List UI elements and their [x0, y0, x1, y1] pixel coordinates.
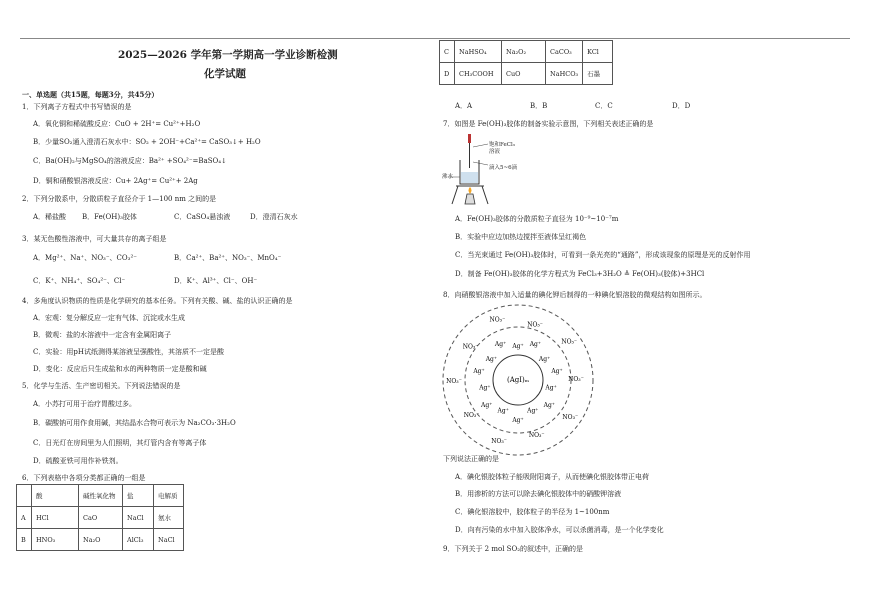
table-header-row [17, 485, 184, 507]
nitrate-ion-label: NO₃⁻ [568, 376, 584, 384]
table-cell: CuO [502, 63, 546, 85]
table-cell: HCl [32, 507, 79, 529]
ag-ion-label: Ag⁺ [485, 355, 498, 363]
q4-option-c: C．实验：用pH试纸测得某溶液呈强酸性，其溶质不一定是酸 [33, 348, 224, 356]
q8-stem: 8．向硝酸银溶液中加入适量的碘化钾后制得的一种碘化银溶胶的微观结构如图所示。 [443, 291, 707, 299]
q4-option-a: A．宏观：复分解反应一定有气体、沉淀或水生成 [33, 314, 186, 322]
table-row [17, 507, 184, 529]
q6-stem: 6．下列表格中各项分类都正确的一组是 [22, 474, 146, 482]
ag-ion-label: Ag⁺ [529, 341, 542, 348]
q5-stem: 5．化学与生活、生产密切相关。下列说法错误的是 [22, 382, 181, 390]
table-cell: CH₃COOH [455, 63, 502, 85]
table-row [440, 41, 613, 63]
ag-ion-label: Ag⁺ [512, 343, 524, 350]
q5-option-b: B．碳酸钠可用作食用碱，其结晶水合物可表示为 Na₂CO₃·3H₂O [33, 419, 236, 427]
q1-option-a: A．氧化铜和稀硫酸反应：CuO + 2H⁺= Cu²⁺+H₂O [33, 120, 201, 128]
q4-stem: 4．多角度认识物质的性质是化学研究的基本任务。下列有关酸、碱、盐的认识正确的是 [22, 297, 293, 305]
table-cell: NaHCO₃ [546, 63, 583, 85]
nitrate-ion-label: NO₃⁻ [528, 431, 545, 439]
q3-option-b: B．Ca²⁺、Ba²⁺、NO₃⁻、MnO₄⁻ [174, 254, 282, 262]
ag-ion-label: Ag⁺ [473, 368, 485, 376]
q4-option-b: B．微观：盐的水溶液中一定含有金属阳离子 [33, 331, 172, 339]
page-top-rule [20, 38, 850, 39]
nitrate-ion-label: NO₃⁻ [561, 338, 578, 346]
ag-ion-label: Ag⁺ [538, 355, 551, 363]
q1-option-b: B．少量SO₂通入澄清石灰水中：SO₂ + 2OH⁻+Ca²⁺= CaSO₃↓+ H₂O [33, 138, 261, 146]
q9-stem: 9．下列关于 2 mol SO₂的叙述中，正确的是 [443, 545, 584, 553]
q1-stem: 1．下列离子方程式中书写错误的是 [22, 103, 132, 111]
q2-option-c: C．CaSO₄悬浊液 [174, 213, 231, 221]
ag-ion-label: Ag⁺ [497, 407, 509, 415]
table-cell: Na₂O₂ [502, 41, 546, 63]
q8-colloid-structure-figure [433, 300, 603, 460]
table-cell: 盐 [123, 485, 154, 507]
exam-subject: 化学试题 [204, 68, 246, 80]
q1-option-c: C．Ba(OH)₂与MgSO₄的溶液反应：Ba²⁺ +SO₄²⁻=BaSO₄↓ [33, 157, 227, 165]
ag-ion-label: Ag⁺ [551, 368, 563, 376]
table-cell: Na₂O [79, 529, 123, 551]
q7-option-d: D．制备 Fe(OH)₃胶体的化学方程式为 FeCl₃+3H₂O ≜ Fe(OH)₃(胶体)+3HCl [455, 270, 705, 278]
q3-stem: 3．某无色酸性溶液中，可大量共存的离子组是 [22, 235, 167, 243]
ag-ion-label: Ag⁺ [479, 384, 491, 392]
q7-option-b: B．实验中应边加热边搅拌至液体呈红褐色 [455, 233, 587, 241]
q1-option-d: D．铜和硝酸银溶液反应：Cu+ 2Ag⁺= Cu²⁺+ 2Ag [33, 177, 198, 185]
q6-choice-d: D．D [672, 102, 691, 110]
q5-option-a: A．小苏打可用于治疗胃酸过多。 [33, 400, 137, 408]
table-cell: A [17, 507, 32, 529]
q7-option-c: C．当光束通过 Fe(OH)₃胶体时，可看到一条光亮的“通路”，形成该现象的原理是光的反射作用 [455, 251, 751, 259]
nitrate-ion-label: NO₃⁻ [463, 411, 480, 419]
q6-choice-a: A．A [455, 102, 473, 110]
boiling-water [461, 172, 478, 183]
q6-table-part2 [439, 40, 613, 85]
q4-option-d: D．变化：反应后只生成盐和水的两种物质一定是酸和碱 [33, 365, 207, 373]
alcohol-lamp-icon [465, 194, 475, 204]
ag-ion-label: Ag⁺ [512, 417, 524, 424]
exam-title: 2025—2026 学年第一学期高一学业诊断检测 [118, 49, 338, 61]
q7-option-a: A．Fe(OH)₃胶体的分散质粒子直径为 10⁻⁹~10⁻⁷m [455, 215, 619, 223]
fig-label-fecl3: 饱和FeCl₃ [489, 142, 515, 148]
table-cell: NaHSO₄ [455, 41, 502, 63]
agi-core-label: (AgI)ₘ [506, 376, 530, 384]
q2-option-b: B．Fe(OH)₃胶体 [82, 213, 137, 221]
ag-ion-label: Ag⁺ [494, 341, 507, 348]
fig-label-solution: 溶液 [489, 149, 501, 155]
ag-ion-label: Ag⁺ [481, 401, 493, 409]
q6-table-part1 [16, 484, 184, 551]
dropper-bulb-icon [468, 134, 471, 143]
table-cell: HNO₃ [32, 529, 79, 551]
q5-option-d: D．硫酸亚铁可用作补铁剂。 [33, 457, 123, 465]
table-cell: KCl [583, 41, 613, 63]
table-cell: C [440, 41, 455, 63]
table-cell: B [17, 529, 32, 551]
table-cell [17, 485, 32, 507]
fig-label-water: 沸水 [442, 174, 454, 180]
fig-label-drops: 滴入5~6滴 [489, 165, 518, 171]
q3-option-c: C．K⁺、NH₄⁺、SO₄²⁻、Cl⁻ [33, 277, 126, 285]
nitrate-ion-label: NO₃⁻ [446, 377, 462, 385]
nitrate-ion-label: NO₃⁻ [527, 321, 543, 329]
nitrate-ion-label: NO₃⁻ [562, 413, 579, 421]
q8-follow: 下列说法正确的是 [443, 455, 499, 463]
table-cell: 酸 [32, 485, 79, 507]
table-cell: CaO [79, 507, 123, 529]
table-row [440, 63, 613, 85]
table-cell: D [440, 63, 455, 85]
q6-choice-b: B．B [530, 102, 548, 110]
table-cell: NaCl [154, 529, 184, 551]
q6-choice-c: C．C [595, 102, 613, 110]
q8-option-c: C．碘化银溶胶中，胶体粒子的半径为 1~100nm [455, 508, 610, 516]
table-cell: 氨水 [154, 507, 184, 529]
nitrate-ion-label: NO₃⁻ [462, 343, 479, 351]
q3-option-d: D．K⁺、Al³⁺、Cl⁻、OH⁻ [174, 277, 258, 285]
q2-stem: 2．下列分散系中，分散质粒子直径介于 1—100 nm 之间的是 [22, 195, 217, 203]
table-cell: NaCl [123, 507, 154, 529]
ag-ion-label: Ag⁺ [543, 401, 555, 409]
nitrate-ion-label: NO₃⁻ [489, 316, 506, 324]
q8-option-a: A．碘化银胶体粒子能吸附阳离子，从而使碘化银胶体带正电荷 [455, 473, 650, 481]
table-cell: 石墨 [583, 63, 613, 85]
q8-option-d: D．向有污染的水中加入胶体净水，可以杀菌消毒，是一个化学变化 [455, 526, 664, 534]
q3-option-a: A．Mg²⁺、Na⁺、NO₃⁻、CO₃²⁻ [33, 254, 137, 262]
q2-option-a: A．稀盐酸 [33, 213, 67, 221]
table-cell: 电解质 [154, 485, 184, 507]
table-cell: CaCO₃ [546, 41, 583, 63]
section-heading: 一、单选题（共15题，每题3分，共45分） [22, 90, 159, 99]
ag-ion-label: Ag⁺ [527, 407, 539, 415]
q8-option-b: B．用渗析的方法可以除去碘化银胶体中的硝酸钾溶液 [455, 490, 622, 498]
table-cell: AlCl₃ [123, 529, 154, 551]
q2-option-d: D．澄清石灰水 [250, 213, 298, 221]
ag-ion-label: Ag⁺ [545, 384, 557, 392]
q5-option-c: C．日光灯在房间里为人们照明，其灯管内含有等离子体 [33, 439, 207, 447]
q7-stem: 7．如图是 Fe(OH)₃胶体的制备实验示意图，下列相关表述正确的是 [443, 120, 654, 128]
table-row [17, 529, 184, 551]
nitrate-ion-label: NO₃⁻ [491, 438, 507, 446]
table-cell: 碱性氧化物 [79, 485, 123, 507]
flame-icon [469, 187, 472, 194]
